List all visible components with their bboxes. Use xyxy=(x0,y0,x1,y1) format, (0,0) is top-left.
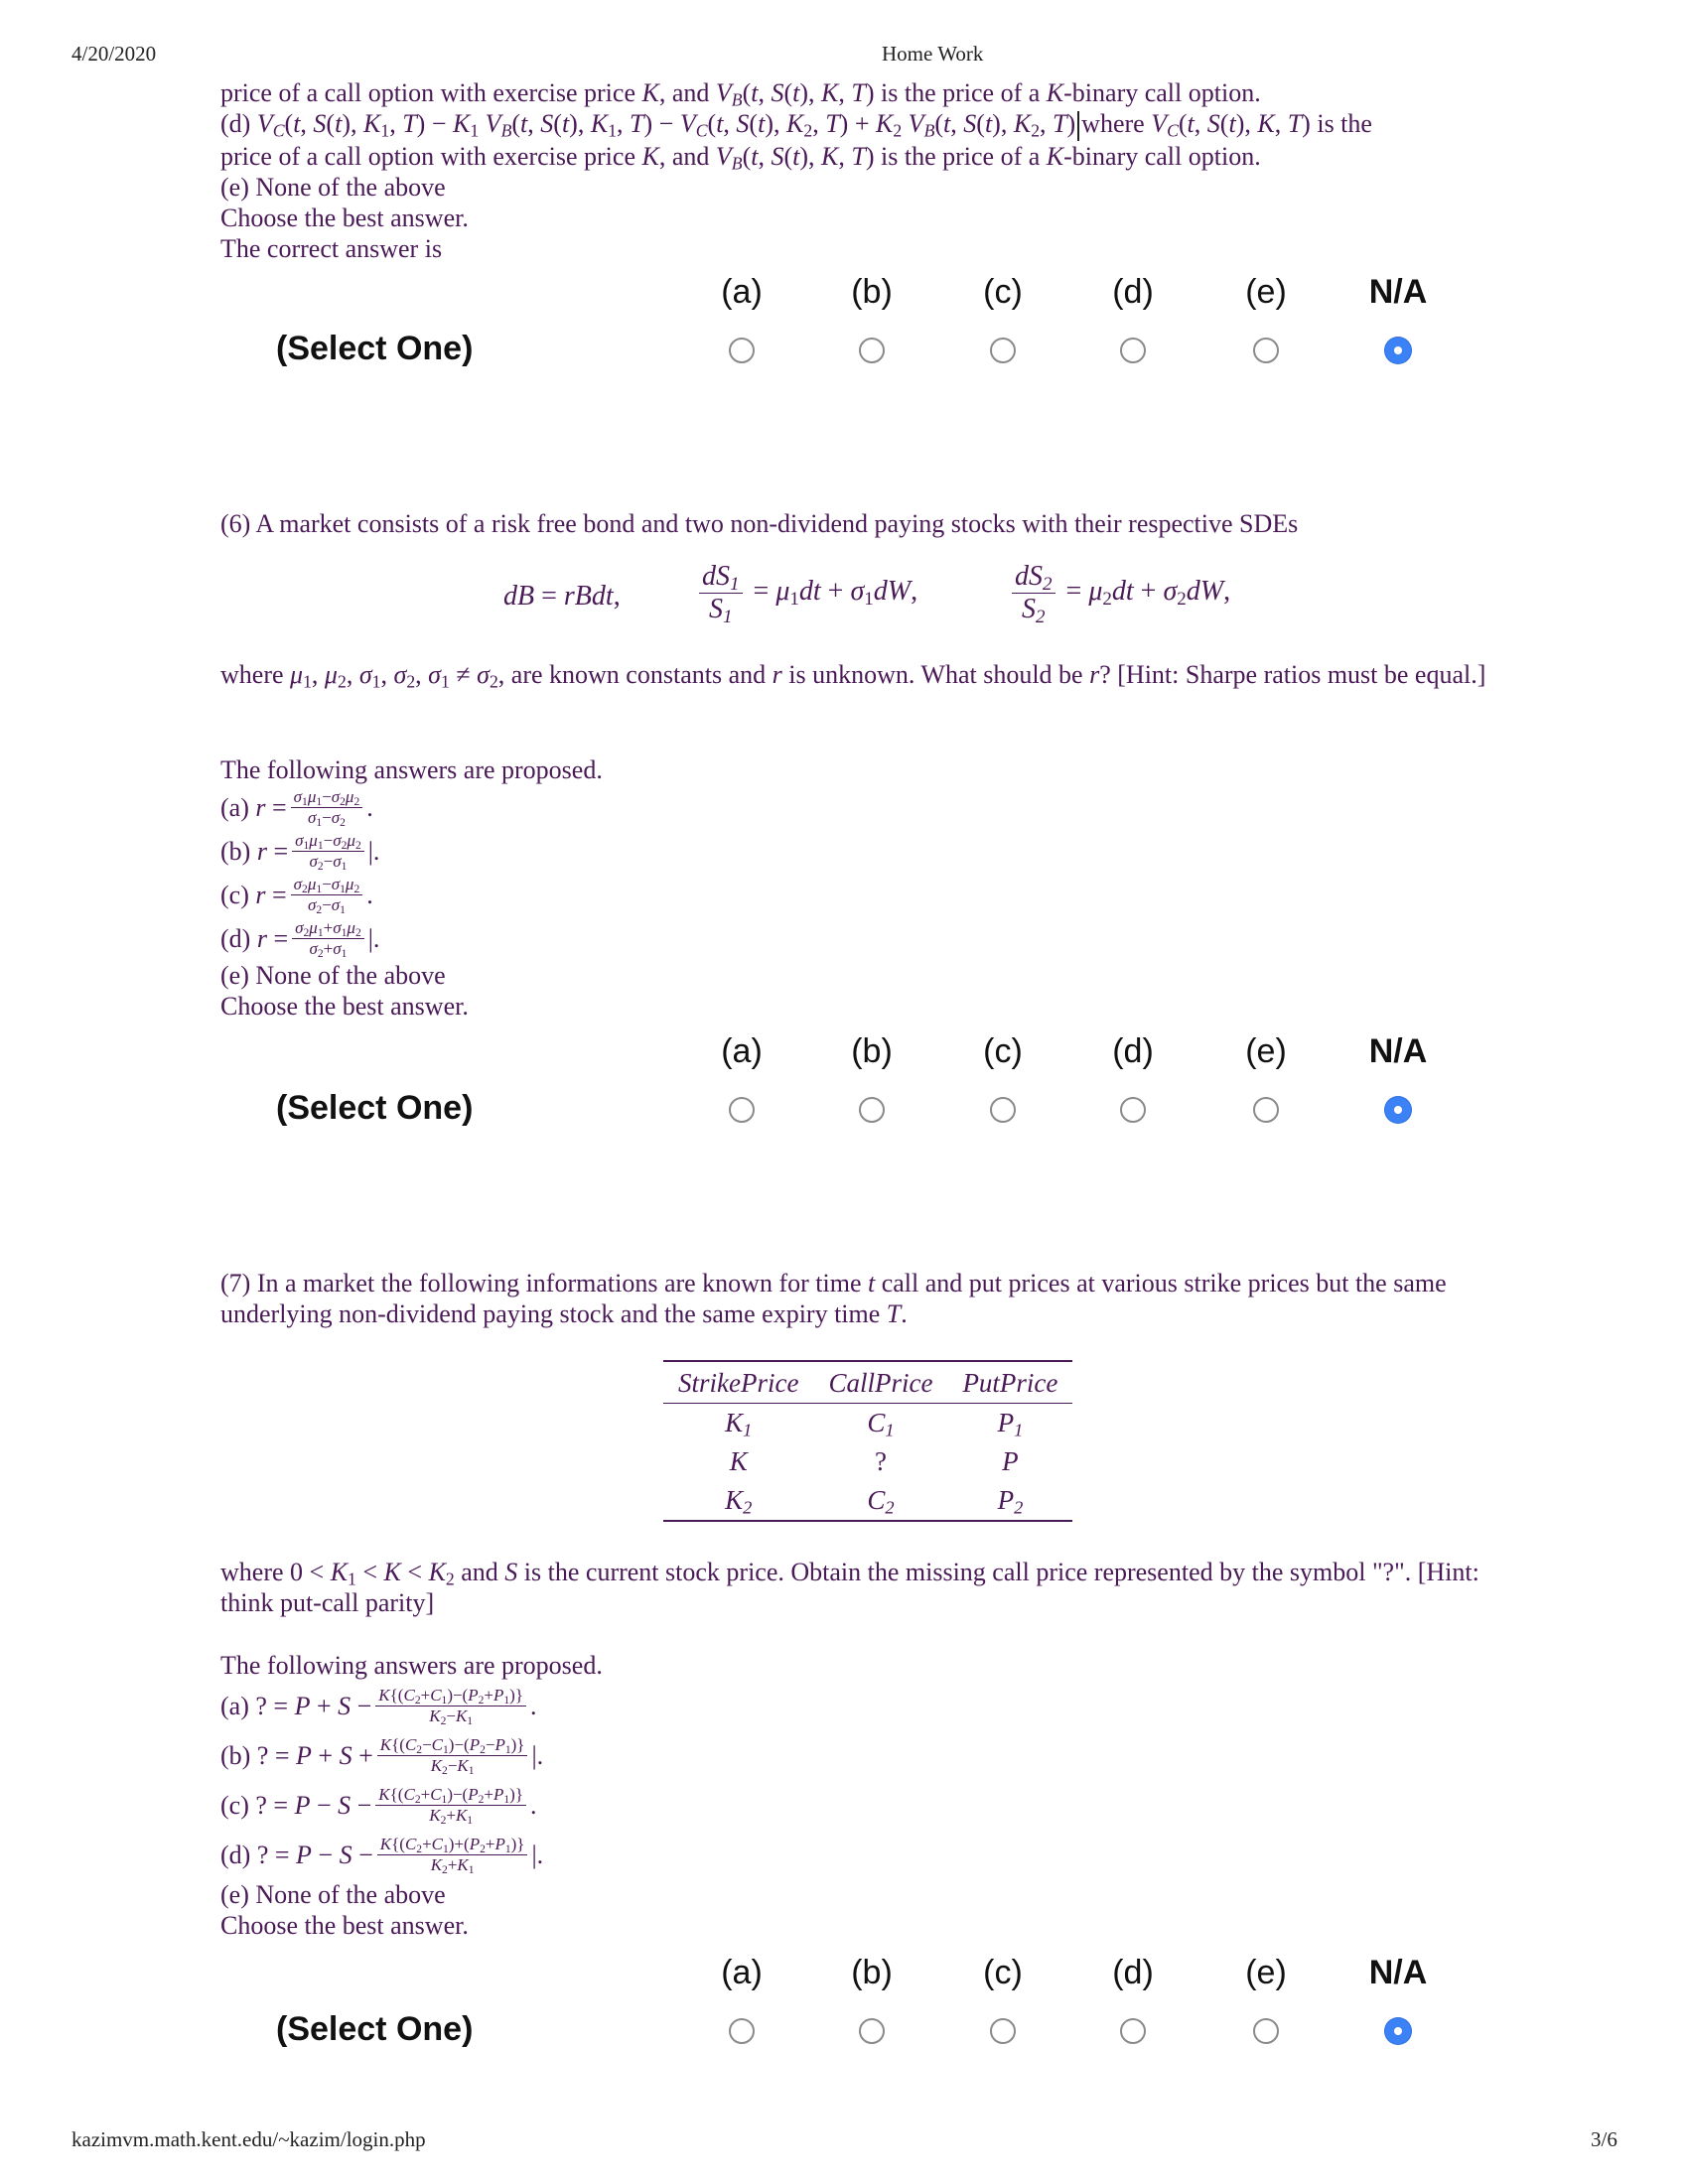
text-cursor xyxy=(1077,111,1079,141)
table-header: StrikePrice xyxy=(663,1361,813,1404)
radio-na[interactable] xyxy=(1385,1097,1411,1123)
q7-where: where $0 < K_1 < K < K_2$ and S is the current stock price. Obtain the missing call price represented by the symbol "?". [Hint: think put-call parity] xyxy=(220,1558,1479,1617)
price-table xyxy=(663,1360,1072,1522)
print-date: 4/20/2020 xyxy=(71,42,157,66)
page-number: 3/6 xyxy=(1591,2127,1618,2151)
radio-b[interactable] xyxy=(859,2018,885,2044)
radio-a[interactable] xyxy=(729,2018,755,2044)
table-header: CallPrice xyxy=(813,1361,947,1404)
option-c-label: (c) xyxy=(983,273,1023,311)
q7-intro: (7) In a market the following informations are known for time t call and put prices at various strike prices but the same underlying non-dividend paying stock and the same expiry time T. xyxy=(220,1269,1447,1328)
radio-c[interactable] xyxy=(990,2018,1016,2044)
radio-a[interactable] xyxy=(729,338,755,363)
q6-options: The following answers are proposed. (a) r = $\frac{\sigma_1\mu_1-\sigma_2\mu_2}{\sigma_1-\sigma_2}$ . (b) r = $\frac{\sigma_1\mu_1-\sigma_2\mu_2}{\sigma_2-\sigma_1}$ |. (c) r = $\frac{\sigma_2\mu_1-\sigma_1\mu_2}{\sigma_2-\sigma_1}$ . (d) r = $\frac{\sigma_2\mu_1+\sigma_1\mu_2}{\sigma_2+\sigma_1}$ |. (e) None of the above Choose the best answer. xyxy=(220,755,603,1021)
option-e-label: (e) xyxy=(1245,273,1287,311)
select-one-label: (Select One) xyxy=(276,1089,474,1127)
q7-options: The following answers are proposed. (a) ? = P + S − $\frac{K\{(C_2+C_1)-(P_2+P_1)\}}{K_2-K_1}$ . (b) ? = P + S + $\frac{K\{(C_2-C_1)-(P_2-P_1)\}}{K_2-K_1}$ |. (c) ? = P − S − $\frac{K\{(C_2+C_1)-(P_2+P_1)\}}{K_2+K_1}$ . (d) ? = P − S − $\frac{K\{(C_2+C_1)+(P_2+P_1)\}}{K_2+K_1}$ |. (e) None of the above Choose the best answer. xyxy=(220,1651,603,1940)
q6-where: where $\mu_1$, $\mu_2$, $\sigma_1$, $\sigma_2$, $\sigma_1 \ne \sigma_2$, are known constants and r is unknown. What should be r? [Hint: Sharpe ratios must be equal.] xyxy=(220,660,1486,692)
print-url: kazimvm.math.kent.edu/~kazim/login.php xyxy=(71,2127,426,2151)
option-na-label: N/A xyxy=(1368,273,1428,311)
q6-intro: (6) A market consists of a risk free bond and two non-dividend paying stocks with their respective SDEs xyxy=(220,509,1299,538)
select-one-label: (Select One) xyxy=(276,2010,474,2048)
option-b-label: (b) xyxy=(851,273,893,311)
radio-e[interactable] xyxy=(1253,1097,1279,1123)
radio-a[interactable] xyxy=(729,1097,755,1123)
q6-bond-sde: dB = rBdt, xyxy=(503,581,621,612)
radio-e[interactable] xyxy=(1253,338,1279,363)
option-d-label: (d) xyxy=(1112,1032,1154,1070)
option-e-label: (e) xyxy=(1245,1954,1287,1991)
radio-c[interactable] xyxy=(990,1097,1016,1123)
option-c-label: (c) xyxy=(983,1032,1023,1070)
q5-tail: price of a call option with exercise price K, and $V_B(t$, S(t), K, T) is the price of a K-binary call option. (d) $V_C(t$, S(t), $K_1$, $T) - K_1$ $V_B(t$, S(t), $K_1$, $T) - V_C(t$, S(t), $K_2$, $T) + K_2$ $V_B(t$, S(t), $K_2$, T) where $V_C(t$, S(t), K, T) is the price of a call option with exercise price K, and $V_B(t$, S(t), K, T) is the price of a K-binary call option. (e) None of the above Choose the best answer. The correct answer is xyxy=(220,78,1372,264)
q6-stock2-sde: $\frac{dS_2}{S_2}$ = $\mu_2dt + \sigma_2dW$, xyxy=(1008,561,1230,625)
option-d-label: (d) xyxy=(1112,1954,1154,1991)
table-row: $K_2$ $C_2$ $P_2$ xyxy=(725,1485,1024,1518)
radio-d[interactable] xyxy=(1120,338,1146,363)
option-a-label: (a) xyxy=(721,273,763,311)
option-a-label: (a) xyxy=(721,1954,763,1991)
option-na-label: N/A xyxy=(1368,1954,1428,1991)
option-e-label: (e) xyxy=(1245,1032,1287,1070)
table-header: PutPrice xyxy=(947,1361,1072,1404)
option-b-label: (b) xyxy=(851,1954,893,1991)
radio-e[interactable] xyxy=(1253,2018,1279,2044)
option-d-label: (d) xyxy=(1112,273,1154,311)
radio-c[interactable] xyxy=(990,338,1016,363)
option-a-label: (a) xyxy=(721,1032,763,1070)
option-na-label: N/A xyxy=(1368,1032,1428,1070)
radio-b[interactable] xyxy=(859,338,885,363)
radio-b[interactable] xyxy=(859,1097,885,1123)
radio-d[interactable] xyxy=(1120,1097,1146,1123)
radio-na[interactable] xyxy=(1385,338,1411,363)
q6-stock1-sde: $\frac{dS_1}{S_1}$ = $\mu_1dt + \sigma_1dW$, xyxy=(695,561,917,625)
radio-na[interactable] xyxy=(1385,2018,1411,2044)
option-b-label: (b) xyxy=(851,1032,893,1070)
option-c-label: (c) xyxy=(983,1954,1023,1991)
table-row: K ? P xyxy=(729,1446,1019,1476)
print-title: Home Work xyxy=(882,42,984,66)
table-row: $K_1$ $C_1$ $P_1$ xyxy=(725,1408,1024,1440)
radio-d[interactable] xyxy=(1120,2018,1146,2044)
select-one-label: (Select One) xyxy=(276,330,474,367)
